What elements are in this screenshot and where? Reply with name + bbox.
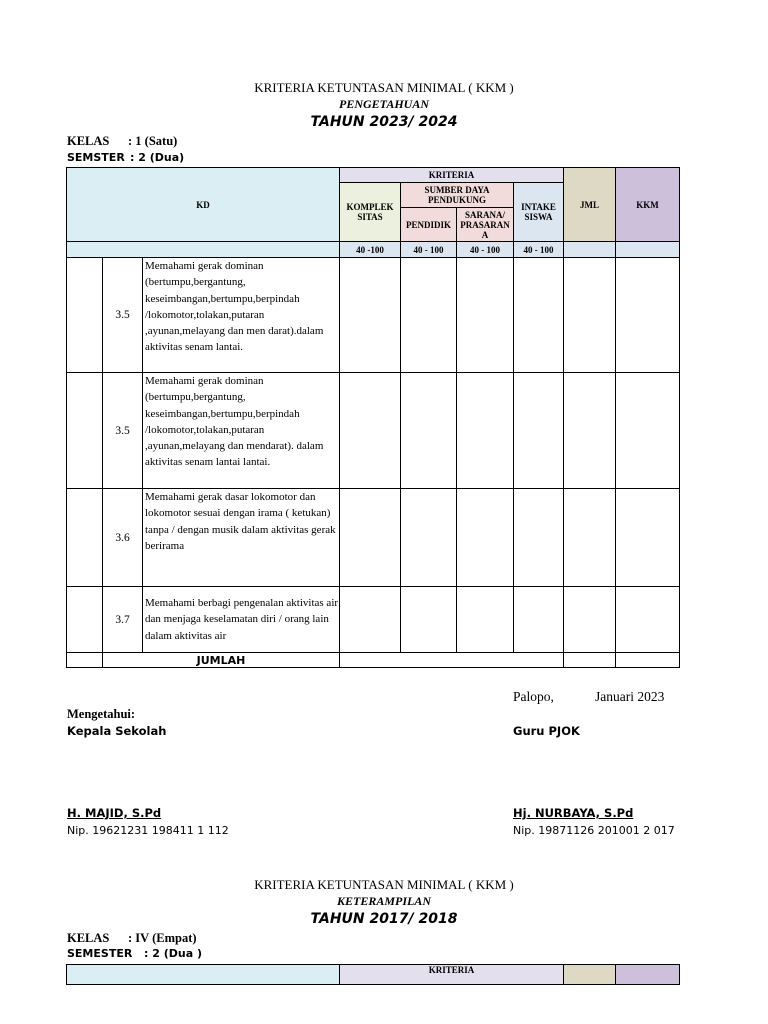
jumlah-row [67, 653, 680, 668]
row-blank [67, 587, 103, 653]
semester2-label: SEMESTER [67, 947, 133, 960]
intake-header: INTAKE SISWA [514, 183, 564, 242]
kkm-subtitle: PENGETAHUAN [338, 97, 429, 111]
kd-number: 3.7 [103, 587, 143, 653]
jml2-header [564, 965, 616, 985]
cell-intake[interactable] [514, 258, 564, 373]
kd-description: Memahami gerak dominan (bertumpu,bergantung, keseimbangan,bertumpu,berpindah /lokomotor,tolakan,putaran ,ayunan,melayang dan men darat).dalam aktivitas senam lantai. [143, 258, 340, 373]
range-spacer [67, 242, 340, 258]
jumlah-label: JUMLAH [103, 653, 340, 668]
kd-number: 3.5 [103, 258, 143, 373]
kd-description: Memahami gerak dasar lokomotor dan lokomotor sesuai dengan irama ( ketukan) tanpa / dengan musik dalam aktivitas gerak berirama [143, 489, 340, 587]
table-row [67, 258, 680, 373]
kelas2-value: : IV (Empat) [128, 931, 197, 945]
kd-header: KD [67, 168, 340, 242]
cell-kompleksitas[interactable] [340, 587, 401, 653]
cell-jml[interactable] [564, 373, 616, 489]
kkm2-header [616, 965, 680, 985]
cell-kompleksitas[interactable] [340, 258, 401, 373]
table-row [67, 587, 680, 653]
semester2-value: : 2 (Dua ) [144, 947, 202, 960]
sumber-daya-header: SUMBER DAYA PENDUKUNG [401, 183, 514, 208]
range-kompleksitas: 40 -100 [340, 242, 401, 258]
row-blank [67, 489, 103, 587]
kelas2-label: KELAS [67, 931, 110, 945]
kkm-title: KRITERIA KETUNTASAN MINIMAL ( KKM ) [254, 80, 514, 95]
guru-nip: Nip. 19871126 201001 2 017 [513, 824, 675, 837]
cell-kkm[interactable] [616, 489, 680, 587]
cell-kompleksitas[interactable] [340, 373, 401, 489]
jumlah-jml[interactable] [564, 653, 616, 668]
kd-number: 3.6 [103, 489, 143, 587]
kkm-table [66, 167, 680, 668]
cell-sarana[interactable] [457, 587, 514, 653]
semester-label: SEMSTER [67, 151, 125, 164]
cell-kompleksitas[interactable] [340, 489, 401, 587]
jumlah-kkm[interactable] [616, 653, 680, 668]
jumlah-kriteria[interactable] [340, 653, 564, 668]
row-blank [67, 653, 103, 668]
kkm2-title: KRITERIA KETUNTASAN MINIMAL ( KKM ) [254, 877, 514, 892]
cell-intake[interactable] [514, 489, 564, 587]
cell-intake[interactable] [514, 373, 564, 489]
kelas-label: KELAS [67, 134, 110, 148]
cell-sarana[interactable] [457, 373, 514, 489]
range-intake: 40 - 100 [514, 242, 564, 258]
range-jml [564, 242, 616, 258]
kd-description: Memahami gerak dominan (bertumpu,bergantung, keseimbangan,bertumpu,berpindah /lokomotor,tolakan,putaran ,ayunan,melayang dan mendarat). dalam aktivitas senam lantai lantai. [143, 373, 340, 489]
range-pendidik: 40 - 100 [401, 242, 457, 258]
sarana-header: SARANA/ PRASARAN A [457, 208, 514, 242]
cell-pendidik[interactable] [401, 587, 457, 653]
cell-intake[interactable] [514, 587, 564, 653]
mengetahui-label: Mengetahui: [67, 707, 136, 721]
row-blank [67, 258, 103, 373]
kkm2-year: TAHUN 2017/ 2018 [310, 911, 458, 927]
kd2-header [67, 965, 340, 985]
cell-pendidik[interactable] [401, 373, 457, 489]
kepala-sekolah-nip: Nip. 19621231 198411 1 112 [67, 824, 229, 837]
cell-kkm[interactable] [616, 373, 680, 489]
kkm-year: TAHUN 2023/ 2024 [310, 114, 458, 130]
guru-name: Hj. NURBAYA, S.Pd [513, 806, 634, 820]
pendidik-header: PENDIDIK [401, 208, 457, 242]
signature-date: Januari 2023 [595, 689, 665, 704]
cell-pendidik[interactable] [401, 489, 457, 587]
kkm-header: KKM [616, 168, 680, 242]
kkm2-table [66, 964, 680, 985]
kd-description: Memahami berbagi pengenalan aktivitas air dan menjaga keselamatan diri / orang lain dalam aktivitas air [143, 587, 340, 653]
table-row [67, 373, 680, 489]
signature-place: Palopo, [513, 689, 554, 704]
kepala-sekolah-title: Kepala Sekolah [67, 724, 167, 738]
kkm2-subtitle: KETERAMPILAN [336, 894, 432, 908]
cell-kkm[interactable] [616, 587, 680, 653]
kelas-value: : 1 (Satu) [128, 134, 178, 148]
table-row [67, 489, 680, 587]
cell-jml[interactable] [564, 489, 616, 587]
semester-value: : 2 (Dua) [130, 151, 185, 164]
kriteria2-header: KRITERIA [340, 965, 564, 985]
cell-jml[interactable] [564, 258, 616, 373]
range-kkm [616, 242, 680, 258]
kompleksitas-header: KOMPLEK SITAS [340, 183, 401, 242]
row-blank [67, 373, 103, 489]
cell-kkm[interactable] [616, 258, 680, 373]
jml-header: JML [564, 168, 616, 242]
cell-sarana[interactable] [457, 258, 514, 373]
kriteria-header: KRITERIA [340, 168, 564, 183]
range-sarana: 40 - 100 [457, 242, 514, 258]
cell-pendidik[interactable] [401, 258, 457, 373]
guru-title: Guru PJOK [513, 724, 580, 738]
cell-sarana[interactable] [457, 489, 514, 587]
kepala-sekolah-name: H. MAJID, S.Pd [67, 806, 162, 820]
kd-number: 3.5 [103, 373, 143, 489]
cell-jml[interactable] [564, 587, 616, 653]
